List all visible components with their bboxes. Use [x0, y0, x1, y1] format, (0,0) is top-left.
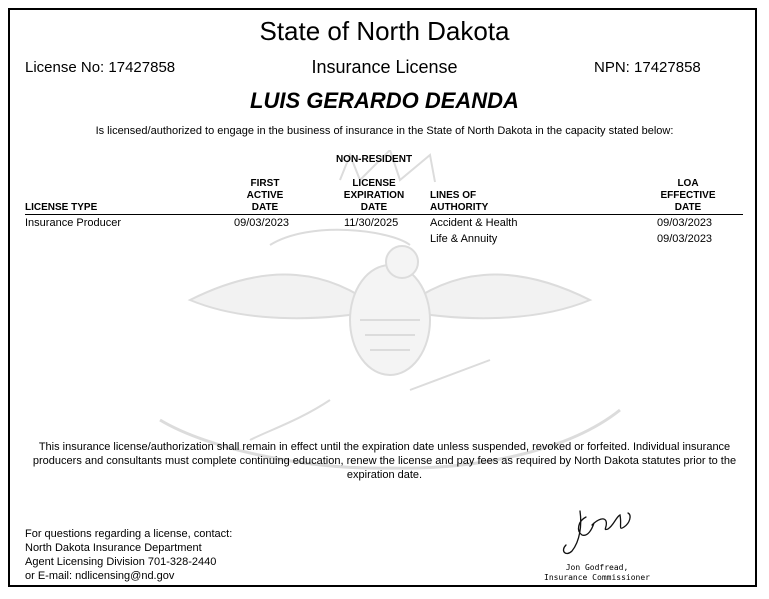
intro-text: Is licensed/authorized to engage in the business of insurance in the State of North Dakota in the capacity stated below: [95, 125, 674, 137]
contact-info [25, 527, 232, 583]
header-loa-effective-date [652, 178, 724, 214]
loa-effective-date: 09/03/2023 [657, 217, 713, 229]
signer-title: Insurance Commissioner [544, 573, 650, 582]
header-divider [25, 214, 743, 215]
contact-line: Agent Licensing Division 701-328-2440 [25, 556, 217, 568]
header-text: ACTIVE [246, 190, 284, 201]
header-text: EXPIRATION [343, 190, 405, 201]
line-of-authority: Accident & Health [430, 217, 518, 229]
line-of-authority: Life & Annuity [430, 233, 498, 245]
license-number-value: 17427858 [108, 59, 176, 76]
contact-line: North Dakota Insurance Department [25, 542, 202, 554]
signer-name: Jon Godfread, [565, 563, 629, 572]
header-lines-of-authority [430, 190, 488, 214]
state-title: State of North Dakota [259, 16, 510, 46]
npn [594, 59, 701, 76]
header-text: LINES OF [430, 190, 477, 201]
header-first-active-date [230, 178, 300, 214]
header-text: DATE [251, 202, 279, 213]
expiration-date-value: 11/30/2025 [344, 217, 399, 229]
loa-effective-date: 09/03/2023 [657, 233, 713, 245]
header-text: LICENSE [352, 178, 396, 189]
header-text: EFFECTIVE [660, 190, 716, 201]
npn-label: NPN: [594, 59, 630, 76]
header-text: DATE [674, 202, 702, 213]
commissioner-signature [558, 505, 638, 561]
first-active-date-value: 09/03/2023 [234, 217, 290, 229]
disclaimer-text: This insurance license/authorization shall remain in effect until the expiration date unless suspended, revoked or forfeited. Individual insurance producers and consultants must complete continuing education, renew the license and pay fees as required by North Dakota statutes prior to the expiration date. [32, 441, 737, 481]
signer-block [522, 563, 672, 583]
contact-line: or E-mail: ndlicensing@nd.gov [25, 570, 175, 582]
license-type-value: Insurance Producer [25, 217, 121, 229]
header-license-type: LICENSE TYPE [25, 202, 98, 213]
license-number-label: License No: [25, 59, 105, 76]
header-text: FIRST [250, 178, 280, 189]
licensee-name: LUIS GERARDO DEANDA [250, 88, 519, 113]
header-text: AUTHORITY [430, 202, 489, 213]
license-title: Insurance License [311, 57, 458, 77]
header-non-resident: NON-RESIDENT [335, 154, 413, 165]
contact-line: For questions regarding a license, contact: [25, 528, 233, 540]
npn-value: 17427858 [634, 59, 701, 76]
header-license-expiration-date [334, 178, 414, 214]
header-text: DATE [360, 202, 388, 213]
header-text: LOA [677, 178, 699, 189]
